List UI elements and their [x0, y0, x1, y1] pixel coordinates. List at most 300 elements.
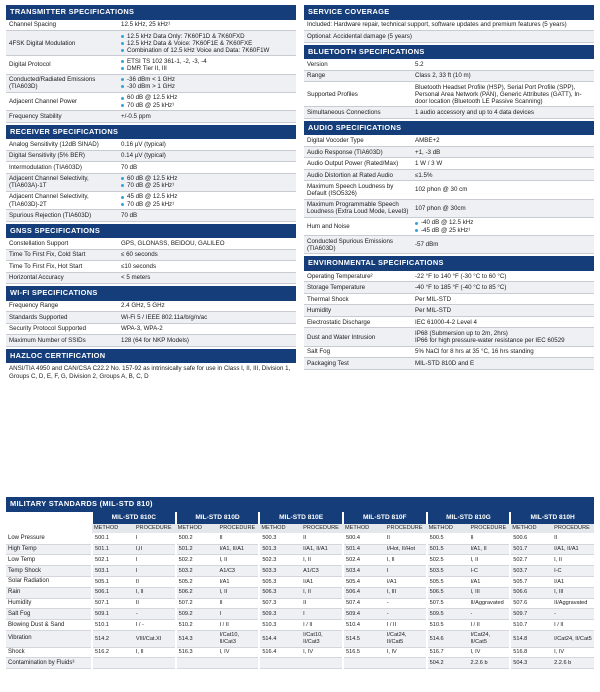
method-cell: [92, 658, 134, 669]
section-title: WI-FI SPECIFICATIONS: [6, 286, 296, 301]
spec-row: [6, 261, 296, 273]
method-cell: 510.2: [176, 620, 218, 631]
spec-label: Time To First Fix, Cold Start: [9, 251, 86, 259]
method-cell: 500.3: [259, 533, 301, 544]
section-title: AUDIO SPECIFICATIONS: [304, 121, 594, 136]
spec-value-line: -40 °F to 185 °F (-40 °C to 85 °C): [415, 284, 507, 292]
procedure-cell: I/A1: [385, 576, 427, 587]
spec-label: Conducted Spurious Emissions (TIA603D): [307, 237, 393, 252]
spec-value: [118, 20, 296, 30]
procedure-header: PROCEDURE: [134, 524, 176, 533]
procedure-header: PROCEDURE: [468, 524, 510, 533]
method-cell: 506.3: [259, 587, 301, 598]
spec-label: Analog Sensitivity (12dB SINAD): [9, 140, 99, 148]
spec-row: [6, 210, 296, 222]
method-cell: 502.7: [510, 555, 552, 566]
spec-value-line: -57 dBm: [415, 241, 439, 249]
table-row: [6, 647, 594, 658]
method-header: METHOD: [343, 524, 385, 533]
method-cell: 503.3: [259, 566, 301, 577]
procedure-cell: II/Aggravated: [468, 598, 510, 609]
spec-value: [412, 82, 594, 106]
method-cell: 506.1: [92, 587, 134, 598]
spec-row: [6, 324, 296, 336]
method-cell: 500.6: [510, 533, 552, 544]
spec-value-line: 0.14 µV (typical): [121, 152, 166, 160]
spec-value-line: Bluetooth Headset Profile (HSP), Serial Port Profile (SPP), Personal Area Network (PAN), Generic Attributes (GATT), In-door location (Bluetooth LE Passive Scanning): [415, 83, 582, 105]
wifi-section: [6, 286, 296, 347]
spec-row: [6, 238, 296, 250]
spec-value-line: 107 phon @ 30cm: [415, 204, 466, 212]
standard-header: MIL-STD 810F: [343, 512, 427, 525]
test-category: Temp Shock: [6, 566, 92, 577]
procedure-cell: -: [385, 609, 427, 620]
spec-label: Storage Temperature: [307, 284, 366, 292]
spec-value: [412, 170, 594, 180]
procedure-cell: I, II: [217, 587, 259, 598]
corner-cell: [6, 524, 92, 533]
procedure-cell: II: [301, 598, 343, 609]
spec-label: Time To First Fix, Hot Start: [9, 262, 83, 270]
spec-value-line: 70 dB: [121, 211, 138, 219]
spec-value: [118, 31, 296, 55]
spec-value: [412, 347, 594, 357]
spec-value: [118, 192, 296, 209]
table-row: [6, 587, 594, 598]
procedure-cell: I / -: [134, 620, 176, 631]
spec-label: Standards Supported: [9, 313, 68, 321]
spec-label: Adjacent Channel Selectivity, (TIA603D)-2T: [9, 193, 89, 208]
environmental-section: [304, 256, 594, 369]
procedure-cell: -: [385, 598, 427, 609]
spec-value-line: 60 dB @ 12.5 kHz: [121, 94, 293, 101]
method-cell: 507.4: [343, 598, 385, 609]
military-standards-table: [6, 512, 594, 670]
procedure-cell: I/A1, II/A1: [301, 544, 343, 555]
procedure-cell: I-C: [468, 566, 510, 577]
standard-header: MIL-STD 810E: [259, 512, 343, 525]
spec-value: [118, 312, 296, 322]
spec-value: [412, 328, 594, 345]
spec-value-line: Per MIL-STD: [415, 307, 452, 315]
procedure-cell: I: [134, 533, 176, 544]
procedure-cell: I, IV: [301, 647, 343, 658]
spec-label: Maximum Speech Loudness by Default (ISO5326): [307, 182, 394, 198]
spec-value: [118, 75, 296, 92]
method-cell: 502.1: [92, 555, 134, 566]
spec-value-line: IP68 (Submersion up to 2m, 2hrs): [415, 329, 508, 337]
procedure-cell: I, II: [301, 555, 343, 566]
method-cell: 509.3: [259, 609, 301, 620]
procedure-cell: II: [217, 533, 259, 544]
method-cell: 500.4: [343, 533, 385, 544]
method-cell: 506.6: [510, 587, 552, 598]
spec-value: [412, 185, 594, 195]
procedure-cell: I, II: [468, 555, 510, 566]
spec-row: [6, 312, 296, 324]
procedure-cell: I, IV: [552, 647, 594, 658]
procedure-header: PROCEDURE: [385, 524, 427, 533]
test-category: Low Temp: [6, 555, 92, 566]
spec-label: Simultaneous Connections: [307, 109, 381, 117]
spec-value-line: 2.4 GHz, 5 GHz: [121, 302, 165, 310]
spec-row: [304, 71, 594, 83]
spec-value: [412, 71, 594, 81]
spec-value-line: -45 dB @ 25 kHz¹: [415, 227, 591, 234]
spec-row: [6, 56, 296, 74]
spec-value: [412, 240, 594, 250]
method-cell: 503.4: [343, 566, 385, 577]
procedure-cell: II: [301, 533, 343, 544]
method-cell: 502.3: [259, 555, 301, 566]
spec-value: [118, 261, 296, 271]
section-title: HAZLOC CERTIFICATION: [6, 349, 296, 364]
method-cell: [343, 658, 385, 669]
spec-value: [412, 59, 594, 69]
section-title: SERVICE COVERAGE: [304, 5, 594, 20]
spec-row: [304, 59, 594, 71]
method-cell: 501.4: [343, 544, 385, 555]
procedure-cell: II: [217, 598, 259, 609]
method-cell: 503.7: [510, 566, 552, 577]
method-cell: 502.2: [176, 555, 218, 566]
spec-label: Adjacent Channel Selectivity, (TIA603A)-1T: [9, 175, 89, 190]
spec-value: [412, 136, 594, 146]
service-row: [304, 20, 594, 32]
spec-value: [118, 273, 296, 283]
spec-row: [304, 271, 594, 283]
method-cell: 509.1: [92, 609, 134, 620]
audio-section: [304, 121, 594, 255]
service-text: Included: Hardware repair, technical support, software updates and premium features (5 years): [307, 21, 567, 29]
test-category: Solar Radiation: [6, 576, 92, 587]
method-header: METHOD: [259, 524, 301, 533]
table-row: [6, 576, 594, 587]
spec-value-line: IEC 61000-4-2 Level 4: [415, 318, 477, 326]
method-cell: 505.4: [343, 576, 385, 587]
method-cell: 509.7: [510, 609, 552, 620]
method-cell: [176, 658, 218, 669]
spec-value-line: WPA-3, WPA-2: [121, 325, 163, 333]
left-column: [6, 5, 296, 385]
procedure-cell: I, IV: [385, 647, 427, 658]
method-cell: 507.5: [427, 598, 469, 609]
procedure-cell: I: [385, 566, 427, 577]
test-category: Salt Fog: [6, 609, 92, 620]
spec-row: [304, 170, 594, 182]
spec-row: [304, 282, 594, 294]
spec-value: [412, 294, 594, 304]
spec-row: [6, 273, 296, 285]
method-cell: [259, 658, 301, 669]
spec-label: Conducted/Radiated Emissions (TIA603D): [9, 76, 96, 91]
spec-value-line: 70 dB @ 25 kHz¹: [121, 102, 293, 109]
method-cell: 505.7: [510, 576, 552, 587]
spec-label: Spurious Rejection (TIA603D): [9, 211, 92, 219]
spec-row: [6, 20, 296, 32]
spec-value: [412, 218, 594, 235]
procedure-cell: I, III: [385, 587, 427, 598]
spec-value: [118, 162, 296, 172]
spec-value-line: 0.16 µV (typical): [121, 140, 166, 148]
procedure-header: PROCEDURE: [217, 524, 259, 533]
method-cell: 510.1: [92, 620, 134, 631]
procedure-cell: I/A1: [301, 576, 343, 587]
spec-value-line: AMBE+2: [415, 137, 440, 145]
method-cell: 501.3: [259, 544, 301, 555]
procedure-header: PROCEDURE: [552, 524, 594, 533]
method-cell: 516.2: [92, 647, 134, 658]
spec-value-line: 70 dB: [121, 163, 138, 171]
spec-value-line: 70 dB @ 25 kHz¹: [121, 201, 293, 208]
spec-label: Adjacent Channel Power: [9, 97, 78, 105]
procedure-cell: I/Cat10, II/Cat3: [301, 630, 343, 647]
spec-row: [304, 328, 594, 346]
spec-value: [412, 358, 594, 368]
spec-value-line: -36 dBm < 1 GHz: [121, 76, 293, 83]
section-title: BLUETOOTH SPECIFICATIONS: [304, 45, 594, 60]
spec-value: [118, 139, 296, 149]
spec-row: [304, 200, 594, 218]
procedure-header: PROCEDURE: [301, 524, 343, 533]
spec-value: [412, 159, 594, 169]
procedure-cell: -: [134, 609, 176, 620]
method-cell: 506.2: [176, 587, 218, 598]
table-row: [6, 544, 594, 555]
spec-label: Range: [307, 72, 326, 80]
spec-row: [6, 301, 296, 313]
procedure-cell: I/Hot, II/Hot: [385, 544, 427, 555]
table-row: [6, 533, 594, 544]
spec-value: [118, 238, 296, 248]
procedure-cell: I / II: [468, 620, 510, 631]
spec-value-line: 128 (64 for NKP Models): [121, 336, 189, 344]
spec-row: [304, 181, 594, 199]
procedure-cell: II: [552, 533, 594, 544]
military-standards-section: [6, 497, 594, 669]
table-row: [6, 598, 594, 609]
method-cell: 504.3: [510, 658, 552, 669]
method-cell: 514.3: [176, 630, 218, 647]
test-category: Shock: [6, 647, 92, 658]
receiver-section: [6, 125, 296, 222]
method-cell: 514.2: [92, 630, 134, 647]
procedure-cell: I/A1, II: [468, 544, 510, 555]
method-header: METHOD: [176, 524, 218, 533]
spec-label: Maximum Number of SSIDs: [9, 336, 86, 344]
procedure-cell: I: [134, 555, 176, 566]
procedure-cell: I: [134, 566, 176, 577]
spec-row: [304, 218, 594, 236]
spec-row: [304, 147, 594, 159]
spec-value: [412, 283, 594, 293]
method-cell: 516.4: [259, 647, 301, 658]
spec-label: Digital Vocoder Type: [307, 137, 364, 145]
method-cell: 505.1: [92, 576, 134, 587]
corner-cell: [6, 512, 92, 525]
spec-value-line: +1, -3 dB: [415, 148, 441, 156]
spec-label: Audio Output Power (Rated/Max): [307, 160, 399, 168]
method-cell: 509.4: [343, 609, 385, 620]
spec-value: [118, 174, 296, 191]
procedure-cell: -: [468, 609, 510, 620]
procedure-cell: [385, 658, 427, 669]
spec-row: [304, 294, 594, 306]
spec-label: Salt Fog: [307, 348, 331, 356]
spec-value: [118, 324, 296, 334]
method-cell: 507.6: [510, 598, 552, 609]
spec-row: [6, 174, 296, 192]
spec-value: [412, 108, 594, 118]
hazloc-text: ANSI/TIA 4950 and CAN/CSA C22.2 No. 157-92 as intrinsically safe for use in Class I, II, III, Division 1, Groups C, D, E, F, G, Division 2, Groups A, B, C, D: [9, 365, 291, 381]
spec-label: Constellation Support: [9, 239, 69, 247]
procedure-cell: I, II: [385, 555, 427, 566]
procedure-cell: I: [301, 609, 343, 620]
procedure-cell: I, II: [134, 587, 176, 598]
spec-value-line: Combination of 12.5 kHz Voice and Data: 7K60F1W: [121, 47, 293, 54]
procedure-cell: A1/C3: [301, 566, 343, 577]
spec-row: [304, 347, 594, 359]
procedure-cell: I/Cat10, II/Cat3: [217, 630, 259, 647]
method-cell: 507.2: [176, 598, 218, 609]
bluetooth-section: [304, 45, 594, 119]
spec-value-line: 5% NaCl for 8 hrs at 35 °C, 16 hrs standing: [415, 348, 534, 356]
procedure-cell: 2.2.6 b: [552, 658, 594, 669]
procedure-cell: I/Cat24, II/Cat5: [385, 630, 427, 647]
method-cell: 505.2: [176, 576, 218, 587]
spec-value-line: ≤ 60 seconds: [121, 251, 158, 259]
method-cell: 505.3: [259, 576, 301, 587]
spec-label: Electrostatic Discharge: [307, 318, 371, 326]
method-cell: 516.5: [343, 647, 385, 658]
method-header: METHOD: [510, 524, 552, 533]
spec-value-line: Class 2, 33 ft (10 m): [415, 72, 471, 80]
method-cell: 500.5: [427, 533, 469, 544]
spec-value: [412, 147, 594, 157]
spec-value: [118, 93, 296, 110]
procedure-cell: VIII/Cat.XI: [134, 630, 176, 647]
spec-value-line: ≤10 seconds: [121, 262, 157, 270]
spec-value-line: -40 dB @ 12.5 kHz: [415, 219, 591, 226]
method-cell: 510.5: [427, 620, 469, 631]
gnss-section: [6, 224, 296, 285]
spec-label: Audio Response (TIA603D): [307, 148, 383, 156]
procedure-cell: I / II: [552, 620, 594, 631]
procedure-cell: II: [134, 598, 176, 609]
spec-value: [412, 317, 594, 327]
standard-header: MIL-STD 810H: [510, 512, 594, 525]
procedure-cell: II: [468, 533, 510, 544]
method-cell: 516.7: [427, 647, 469, 658]
spec-row: [304, 305, 594, 317]
procedure-cell: I, II: [217, 555, 259, 566]
test-category: High Temp: [6, 544, 92, 555]
spec-label: Supported Profiles: [307, 90, 358, 98]
method-cell: 501.2: [176, 544, 218, 555]
spec-value-line: < 5 meters: [121, 274, 151, 282]
spec-label: Security Protocol Supported: [9, 325, 87, 333]
section-title: ENVIRONMENTAL SPECIFICATIONS: [304, 256, 594, 271]
method-cell: 506.4: [343, 587, 385, 598]
section-title: MILITARY STANDARDS (MIL-STD 810): [6, 497, 594, 512]
method-cell: 514.4: [259, 630, 301, 647]
spec-value-line: -30 dBm > 1 GHz: [121, 83, 293, 90]
procedure-cell: [301, 658, 343, 669]
method-cell: 509.2: [176, 609, 218, 620]
spec-label: Maximum Programmable Speech Loudness (Extra Loud Mode, Level3): [307, 201, 409, 216]
test-category: Vibration: [6, 630, 92, 647]
right-column: [304, 5, 594, 385]
spec-label: Channel Spacing: [9, 21, 57, 29]
spec-label: Hum and Noise: [307, 222, 350, 230]
method-cell: 509.5: [427, 609, 469, 620]
spec-row: [304, 82, 594, 107]
procedure-cell: I, III: [468, 587, 510, 598]
method-cell: 503.2: [176, 566, 218, 577]
spec-row: [6, 139, 296, 151]
spec-value-line: 102 phon @ 30 cm: [415, 186, 468, 194]
procedure-cell: [134, 658, 176, 669]
spec-row: [304, 135, 594, 147]
method-cell: 503.1: [92, 566, 134, 577]
section-title: TRANSMITTER SPECIFICATIONS: [6, 5, 296, 20]
test-category: Rain: [6, 587, 92, 598]
spec-value-line: ETSI TS 102 361-1, -2, -3, -4: [121, 58, 293, 65]
spec-value: [412, 306, 594, 316]
spec-value: [118, 250, 296, 260]
procedure-cell: -: [552, 609, 594, 620]
procedure-cell: I/A1: [552, 576, 594, 587]
spec-value: [412, 203, 594, 213]
service-section: [304, 5, 594, 43]
transmitter-section: [6, 5, 296, 123]
spec-label: Dust and Water Intrusion: [307, 333, 376, 341]
procedure-cell: I/A1: [217, 576, 259, 587]
spec-value-line: 12.5 kHz Data & Voice: 7K60F1E & 7K60FXE: [121, 40, 293, 47]
method-cell: 510.3: [259, 620, 301, 631]
method-cell: 507.1: [92, 598, 134, 609]
spec-row: [6, 162, 296, 174]
hazloc-section: [6, 349, 296, 384]
procedure-cell: I, III: [552, 587, 594, 598]
test-category: Humidity: [6, 598, 92, 609]
method-cell: 510.4: [343, 620, 385, 631]
procedure-cell: I/Cat24, II/Cat5: [468, 630, 510, 647]
procedure-cell: I/Cat24, II/Cat5: [552, 630, 594, 647]
table-row: [6, 658, 594, 669]
spec-value: [118, 301, 296, 311]
procedure-cell: I/A1: [468, 576, 510, 587]
procedure-cell: I/A1, II/A1: [217, 544, 259, 555]
spec-row: [6, 335, 296, 347]
procedure-cell: I, II: [301, 587, 343, 598]
spec-value: [118, 111, 296, 121]
method-cell: 516.3: [176, 647, 218, 658]
method-cell: 501.7: [510, 544, 552, 555]
procedure-cell: A1/C3: [217, 566, 259, 577]
section-title: GNSS SPECIFICATIONS: [6, 224, 296, 239]
spec-value: [412, 271, 594, 281]
spec-row: [6, 250, 296, 262]
spec-value-line: ≤1.5%: [415, 171, 433, 179]
spec-value-line: IP66 for high pressure-water resistance per IEC 60529: [415, 337, 565, 345]
spec-row: [304, 107, 594, 119]
method-cell: 516.8: [510, 647, 552, 658]
spec-label: Frequency Range: [9, 302, 59, 310]
spec-row: [304, 317, 594, 329]
spec-label: Humidity: [307, 307, 332, 315]
spec-value: [118, 210, 296, 220]
